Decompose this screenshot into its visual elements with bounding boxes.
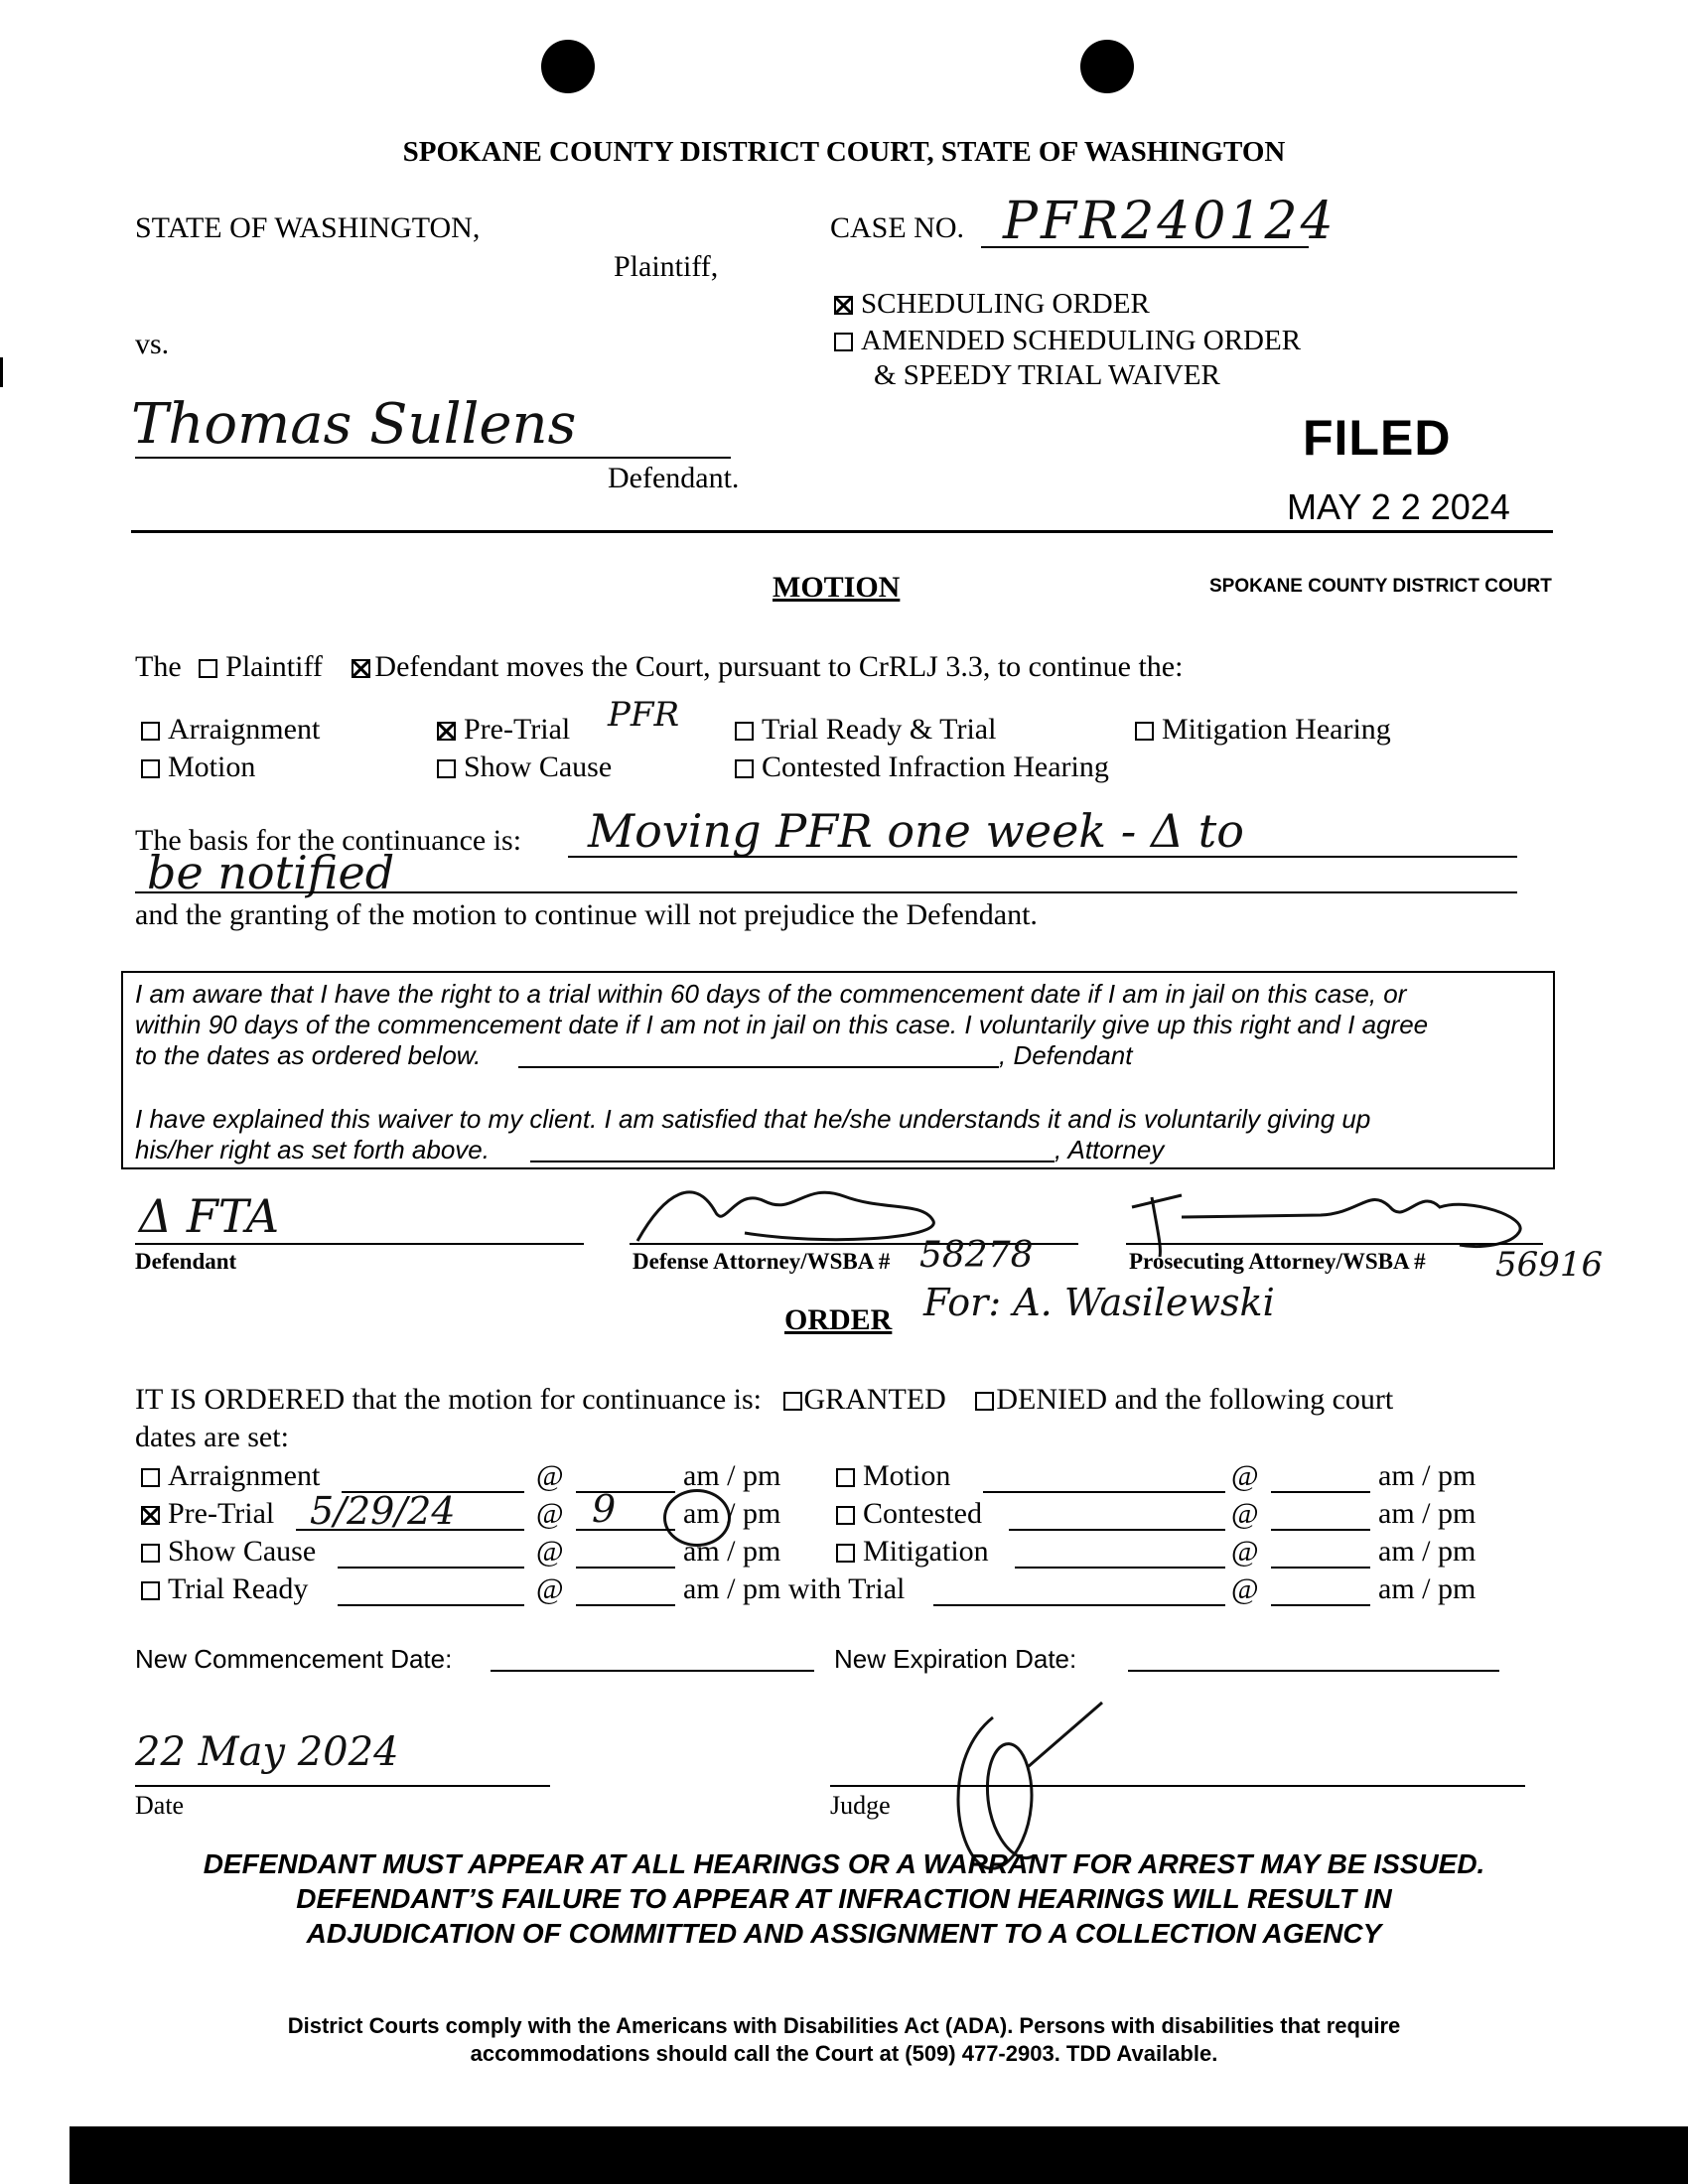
- defendant-signature-line[interactable]: [135, 1243, 584, 1245]
- dates-set-label: dates are set:: [135, 1421, 289, 1453]
- basis-underline-2: [135, 891, 1517, 893]
- order-arraignment-label: Arraignment: [168, 1459, 321, 1492]
- contested-time-line[interactable]: [1271, 1529, 1370, 1531]
- following-text: and the following court: [1114, 1383, 1394, 1416]
- speedy-trial-waiver-label: & SPEEDY TRIAL WAIVER: [874, 359, 1220, 391]
- defendant-checkbox[interactable]: [352, 659, 370, 678]
- hearing-pretrial[interactable]: [437, 713, 570, 747]
- hearing-motion[interactable]: [141, 751, 255, 784]
- order-date-label: Date: [135, 1791, 185, 1820]
- ampm-label: am / pm: [1378, 1535, 1477, 1568]
- case-number-line: [981, 246, 1309, 248]
- mitigation-date-line[interactable]: [1015, 1567, 1225, 1569]
- order-row-trial-ready[interactable]: [141, 1572, 308, 1606]
- amended-scheduling-order-option[interactable]: [834, 325, 1301, 357]
- motion-date-line[interactable]: [983, 1491, 1225, 1493]
- expiration-date-line[interactable]: [1128, 1670, 1499, 1672]
- ampm-label: am / pm: [1378, 1497, 1477, 1530]
- pretrial-label: Pre-Trial: [464, 713, 571, 746]
- order-motion-checkbox[interactable]: [836, 1468, 855, 1487]
- pretrial-time-line[interactable]: [576, 1529, 675, 1531]
- show-cause-date-line[interactable]: [338, 1567, 524, 1569]
- order-arraignment-checkbox[interactable]: [141, 1468, 160, 1487]
- motion-intro: [135, 650, 1183, 684]
- motion-the: The: [135, 650, 182, 683]
- case-number: PFR240124: [1003, 192, 1336, 251]
- defendant-signature-label: Defendant: [135, 1249, 237, 1274]
- waiver-line-2: within 90 days of the commencement date if I am not in jail on this case. I voluntarily give up this right and I agree: [135, 1010, 1429, 1039]
- hearing-arraignment[interactable]: [141, 713, 320, 747]
- plaintiff-label: Plaintiff,: [614, 250, 719, 283]
- order-trial-ready-label: Trial Ready: [168, 1572, 309, 1605]
- order-show-cause-label: Show Cause: [168, 1535, 317, 1568]
- trial-time-line[interactable]: [1271, 1604, 1370, 1606]
- prejudice-statement: and the granting of the motion to continue will not prejudice the Defendant.: [135, 898, 1038, 931]
- order-row-motion[interactable]: [836, 1459, 950, 1493]
- plaintiff-name: STATE OF WASHINGTON,: [135, 211, 481, 244]
- denied-label: DENIED: [996, 1383, 1107, 1416]
- judge-signature-line[interactable]: [830, 1785, 1525, 1787]
- filed-date: MAY 2 2 2024: [1287, 486, 1510, 527]
- waiver-line-5: his/her right as set forth above.: [135, 1135, 490, 1164]
- pretrial-note: PFR: [608, 695, 680, 735]
- order-row-contested[interactable]: [836, 1497, 982, 1531]
- show-cause-time-line[interactable]: [576, 1567, 675, 1569]
- attorney-waiver-signature-line[interactable]: [530, 1160, 1055, 1162]
- vs-label: vs.: [135, 328, 170, 360]
- at-symbol: @: [1231, 1459, 1259, 1492]
- defendant-name: Thomas Sullens: [131, 392, 577, 457]
- ampm-label: am / pm: [1378, 1459, 1477, 1492]
- mitigation-time-line[interactable]: [1271, 1567, 1370, 1569]
- amended-order-checkbox[interactable]: [834, 333, 853, 351]
- arraignment-label: Arraignment: [168, 713, 321, 746]
- plaintiff-checkbox[interactable]: [199, 659, 217, 678]
- order-motion-label: Motion: [863, 1459, 951, 1492]
- commencement-date-line[interactable]: [491, 1670, 814, 1672]
- warning-line-2: DEFENDANT’S FAILURE TO APPEAR AT INFRACTION HEARINGS WILL RESULT IN: [296, 1883, 1392, 1914]
- basis-line-2: be notified: [147, 846, 395, 899]
- arraignment-date-line[interactable]: [342, 1491, 524, 1493]
- waiver-line-1: I am aware that I have the right to a trial within 60 days of the commencement date if I am in jail on this case, or: [135, 979, 1407, 1009]
- order-pretrial-label: Pre-Trial: [168, 1497, 275, 1530]
- order-trial-ready-checkbox[interactable]: [141, 1581, 160, 1600]
- at-symbol: @: [536, 1459, 564, 1492]
- filed-court: SPOKANE COUNTY DISTRICT COURT: [1209, 576, 1552, 597]
- defense-wsba-number: 58278: [919, 1235, 1034, 1276]
- order-row-pretrial[interactable]: [141, 1497, 274, 1531]
- waiver-attorney-label: , Attorney: [1055, 1135, 1165, 1164]
- show-cause-label: Show Cause: [464, 751, 613, 783]
- pretrial-date-line[interactable]: [296, 1529, 524, 1531]
- order-mitigation-label: Mitigation: [863, 1535, 989, 1568]
- at-symbol: @: [536, 1497, 564, 1530]
- prosecuting-for-note: For: A. Wasilewski: [923, 1281, 1275, 1324]
- ampm-label: am / pm: [683, 1535, 781, 1568]
- waiver-line-4: I have explained this waiver to my client. I am satisfied that he/she understands it and is voluntarily giving up: [135, 1104, 1371, 1134]
- defense-attorney-label: Defense Attorney/WSBA #: [633, 1249, 891, 1274]
- motion-time-line[interactable]: [1271, 1491, 1370, 1493]
- trial-ready-date-line[interactable]: [338, 1604, 524, 1606]
- granted-label: GRANTED: [803, 1383, 946, 1416]
- at-symbol: @: [1231, 1535, 1259, 1568]
- order-row-mitigation[interactable]: [836, 1535, 989, 1569]
- order-row-arraignment[interactable]: [141, 1459, 320, 1493]
- arraignment-checkbox[interactable]: [141, 722, 160, 741]
- hearing-show-cause[interactable]: [437, 751, 612, 784]
- order-contested-checkbox[interactable]: [836, 1506, 855, 1525]
- trial-date-line[interactable]: [933, 1604, 1225, 1606]
- pretrial-checkbox[interactable]: [437, 722, 456, 741]
- prosecuting-attorney-signature-line[interactable]: [1126, 1243, 1543, 1245]
- ada-line-1: District Courts comply with the Americans with Disabilities Act (ADA). Persons with disabilities that require: [287, 2013, 1401, 2038]
- judge-label: Judge: [830, 1791, 891, 1820]
- court-title: SPOKANE COUNTY DISTRICT COURT, STATE OF WASHINGTON: [402, 136, 1286, 168]
- scheduling-order-checkbox[interactable]: [834, 296, 853, 315]
- mitigation-checkbox[interactable]: [1135, 722, 1154, 741]
- order-row-show-cause[interactable]: [141, 1535, 316, 1569]
- at-symbol: @: [536, 1572, 564, 1605]
- at-symbol: @: [1231, 1497, 1259, 1530]
- motion-label: Motion: [168, 751, 256, 783]
- trial-ready-label: Trial Ready & Trial: [762, 713, 997, 746]
- order-show-cause-checkbox[interactable]: [141, 1544, 160, 1563]
- contested-checkbox[interactable]: [735, 759, 754, 778]
- contested-label: Contested Infraction Hearing: [762, 751, 1109, 783]
- ordered-text: IT IS ORDERED that the motion for continuance is:: [135, 1383, 763, 1416]
- order-date-value: 22 May 2024: [135, 1729, 399, 1775]
- hearing-mitigation[interactable]: [1135, 713, 1391, 747]
- prosecuting-attorney-signature: [1122, 1177, 1539, 1257]
- ampm-label: am / pm: [1378, 1572, 1477, 1605]
- scheduling-order-option[interactable]: [834, 288, 1150, 321]
- ada-line-2: accommodations should call the Court at (509) 477-2903. TDD Available.: [470, 2041, 1218, 2066]
- punch-hole-right: [1080, 40, 1134, 93]
- order-heading: ORDER: [784, 1303, 893, 1336]
- basis-label: The basis for the continuance is:: [135, 824, 522, 857]
- amended-order-label: AMENDED SCHEDULING ORDER: [861, 325, 1302, 356]
- caption-divider: [131, 530, 1553, 533]
- basis-line-1: Moving PFR one week - Δ to: [588, 804, 1244, 858]
- basis-underline-1: [568, 856, 1517, 858]
- contested-date-line[interactable]: [1009, 1529, 1225, 1531]
- hearing-trial-ready[interactable]: [735, 713, 996, 747]
- with-trial-label: am / pm with Trial: [683, 1572, 906, 1605]
- warning-line-1: DEFENDANT MUST APPEAR AT ALL HEARINGS OR A WARRANT FOR ARREST MAY BE ISSUED.: [203, 1848, 1485, 1879]
- defendant-moves-text: Defendant moves the Court, pursuant to CrRLJ 3.3, to continue the:: [374, 650, 1184, 683]
- defendant-label: Defendant.: [608, 462, 740, 494]
- defendant-waiver-signature-line[interactable]: [518, 1066, 999, 1068]
- trial-ready-checkbox[interactable]: [735, 722, 754, 741]
- mitigation-label: Mitigation Hearing: [1162, 713, 1391, 746]
- order-mitigation-checkbox[interactable]: [836, 1544, 855, 1563]
- waiver-line-3: to the dates as ordered below.: [135, 1040, 482, 1070]
- ampm-label: am / pm: [683, 1497, 781, 1530]
- granted-checkbox[interactable]: [783, 1392, 802, 1411]
- left-edge-marks: [0, 357, 3, 387]
- order-pretrial-checkbox[interactable]: [141, 1506, 160, 1525]
- denied-checkbox[interactable]: [975, 1392, 994, 1411]
- order-pretrial-date: 5/29/24: [310, 1489, 456, 1533]
- trial-ready-time-line[interactable]: [576, 1604, 675, 1606]
- case-no-label: CASE NO.: [830, 211, 965, 244]
- at-symbol: @: [1231, 1572, 1259, 1605]
- at-symbol: @: [536, 1535, 564, 1568]
- expiration-label: New Expiration Date:: [834, 1644, 1077, 1674]
- warning-line-3: ADJUDICATION OF COMMITTED AND ASSIGNMENT TO A COLLECTION AGENCY: [306, 1918, 1382, 1949]
- order-contested-label: Contested: [863, 1497, 982, 1530]
- waiver-defendant-label: , Defendant: [999, 1040, 1133, 1070]
- order-pretrial-time: 9: [592, 1487, 617, 1531]
- commencement-label: New Commencement Date:: [135, 1644, 453, 1674]
- plaintiff-option-label: Plaintiff: [225, 650, 323, 683]
- arraignment-time-line[interactable]: [576, 1491, 675, 1493]
- filed-stamp: FILED: [1303, 410, 1452, 466]
- punch-hole-left: [541, 40, 595, 93]
- bottom-scan-bar: [70, 2126, 1688, 2184]
- defense-attorney-signature: [626, 1171, 953, 1251]
- defendant-name-line: [135, 457, 731, 459]
- order-ordered-line: [135, 1383, 1393, 1417]
- motion-heading: MOTION: [773, 571, 901, 604]
- motion-checkbox[interactable]: [141, 759, 160, 778]
- prosecuting-wsba-number: 56916: [1495, 1245, 1604, 1285]
- hearing-contested[interactable]: [735, 751, 1109, 784]
- show-cause-checkbox[interactable]: [437, 759, 456, 778]
- ampm-label: am / pm: [683, 1459, 781, 1492]
- scheduling-order-label: SCHEDULING ORDER: [861, 288, 1150, 320]
- order-date-line[interactable]: [135, 1785, 550, 1787]
- prosecuting-attorney-label: Prosecuting Attorney/WSBA #: [1129, 1249, 1426, 1274]
- defendant-signature: Δ FTA: [139, 1189, 280, 1243]
